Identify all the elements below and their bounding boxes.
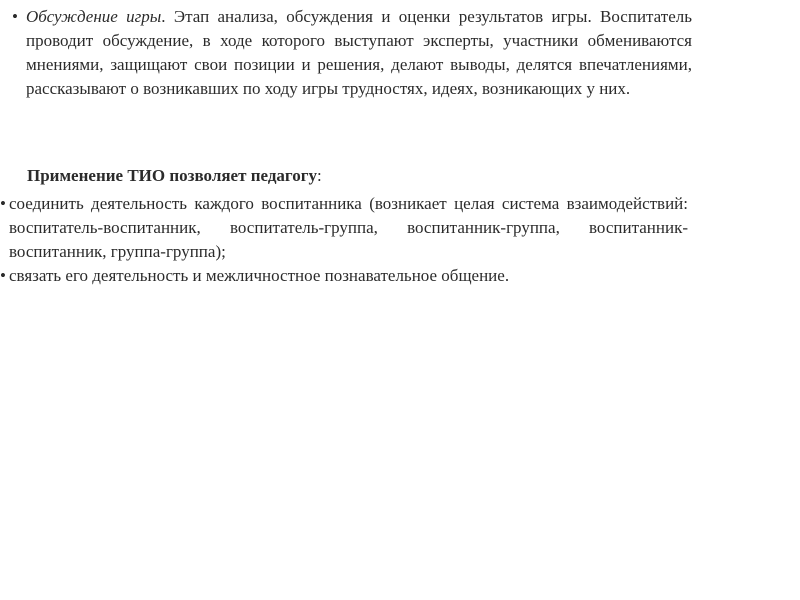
list-item-text: соединить деятельность каждого воспитанника (возникает целая система взаимодействий: воспитатель-воспитанник, воспитатель-группа, воспитанник-группа, воспитанник-воспитанник, группа-группа); xyxy=(9,194,688,261)
bullet-icon: • xyxy=(0,266,6,285)
discussion-text: . Этап анализа, обсуждения и оценки результатов игры. Воспитатель проводит обсуждение, в ходе которого выступают эксперты, участники обмениваются мнениями, защищают свои позиции и решения, делают выводы, делятся впечатлениями, рассказывают о возникавших по ходу игры трудностях, идеях, возникающих у них. xyxy=(26,7,692,98)
bullet-icon: • xyxy=(0,194,6,213)
tio-heading-text: Применение ТИО позволяет педагогу xyxy=(27,166,317,185)
tio-list xyxy=(0,192,688,288)
bullet-icon: • xyxy=(12,7,18,26)
discussion-content xyxy=(26,5,692,101)
tio-heading-colon: : xyxy=(316,166,322,185)
list-item xyxy=(0,192,688,264)
discussion-paragraph xyxy=(12,5,692,101)
list-item-text: связать его деятельность и межличностное познавательное общение. xyxy=(9,266,510,285)
list-item xyxy=(0,264,688,288)
tio-heading xyxy=(27,164,322,188)
discussion-term: Обсуждение игры xyxy=(26,7,162,26)
